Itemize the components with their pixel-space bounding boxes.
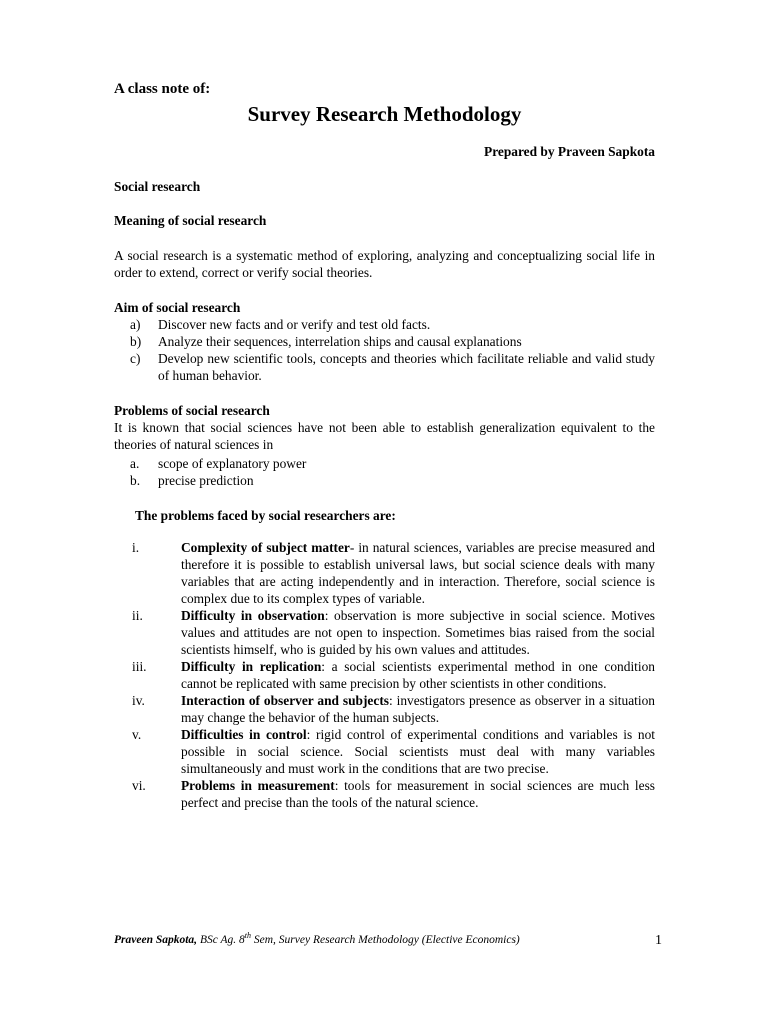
heading-aim: Aim of social research <box>114 300 241 315</box>
heading-faced: The problems faced by social researchers are: <box>135 508 396 523</box>
heading-problems: Problems of social research <box>114 403 270 418</box>
heading-meaning: Meaning of social research <box>114 213 267 228</box>
doc-lead: A class note of: <box>114 81 211 97</box>
list-item: ii. Difficulty in observation: observation is more subjective in social science. Motives values and attitudes are not open to inspection. Sometimes bias raised from the social scientists himself, who is guided by his own values and attitudes. <box>132 608 655 657</box>
list-item: iv. Interaction of observer and subjects: investigators presence as observer in a situation may change the behavior of the human subjects. <box>132 693 655 725</box>
problems-sub-list <box>130 455 655 489</box>
heading-social-research: Social research <box>114 179 201 194</box>
aim-list <box>130 316 655 384</box>
list-item: i. Complexity of subject matter- in natural sciences, variables are precise measured and therefore it is possible to establish universal laws, but social science deals with many variables that are acting independently and in interaction. Therefore, social science is complex due to its complex types of variable. <box>132 540 655 606</box>
list-item: v. Difficulties in control: rigid control of experimental conditions and variables is not possible in social science. Social scientists must deal with many variables simultaneously and must work in the conditions that are two precise. <box>132 727 656 776</box>
list-item: a) Discover new facts and or verify and test old facts. <box>130 317 431 332</box>
list-item: b. precise prediction <box>130 473 254 488</box>
doc-author: Prepared by Praveen Sapkota <box>484 144 655 159</box>
list-item: a. scope of explanatory power <box>130 456 307 471</box>
page-footer <box>114 932 662 949</box>
meaning-paragraph: A social research is a systematic method of exploring, analyzing and conceptualizing social life in order to extend, correct or verify social theories. <box>114 248 655 280</box>
page-number: 1 <box>655 933 662 948</box>
footer-text-post: Sem, Survey Research Methodology (Elective Economics) <box>251 934 520 946</box>
faced-problems-list <box>132 539 655 811</box>
doc-title: Survey Research Methodology <box>247 102 522 126</box>
list-item: c) Develop new scientific tools, concepts and theories which facilitate reliable and valid study of human behavior. <box>130 351 655 383</box>
list-item: iii. Difficulty in replication: a social scientists experimental method in one condition cannot be replicated with same precision by other scientists in other conditions. <box>132 659 656 691</box>
footer-author: Praveen Sapkota, <box>114 934 198 946</box>
list-item: b) Analyze their sequences, interrelation ships and causal explanations <box>130 334 522 349</box>
problems-paragraph: It is known that social sciences have not been able to establish generalization equivalent to the theories of natural sciences in <box>114 420 655 452</box>
list-item: vi. Problems in measurement: tools for measurement in social sciences are much less perfect and precise than the tools of the natural science. <box>132 778 655 810</box>
footer-sup: th <box>244 931 251 941</box>
footer-text-pre: BSc Ag. 8 <box>197 934 245 946</box>
